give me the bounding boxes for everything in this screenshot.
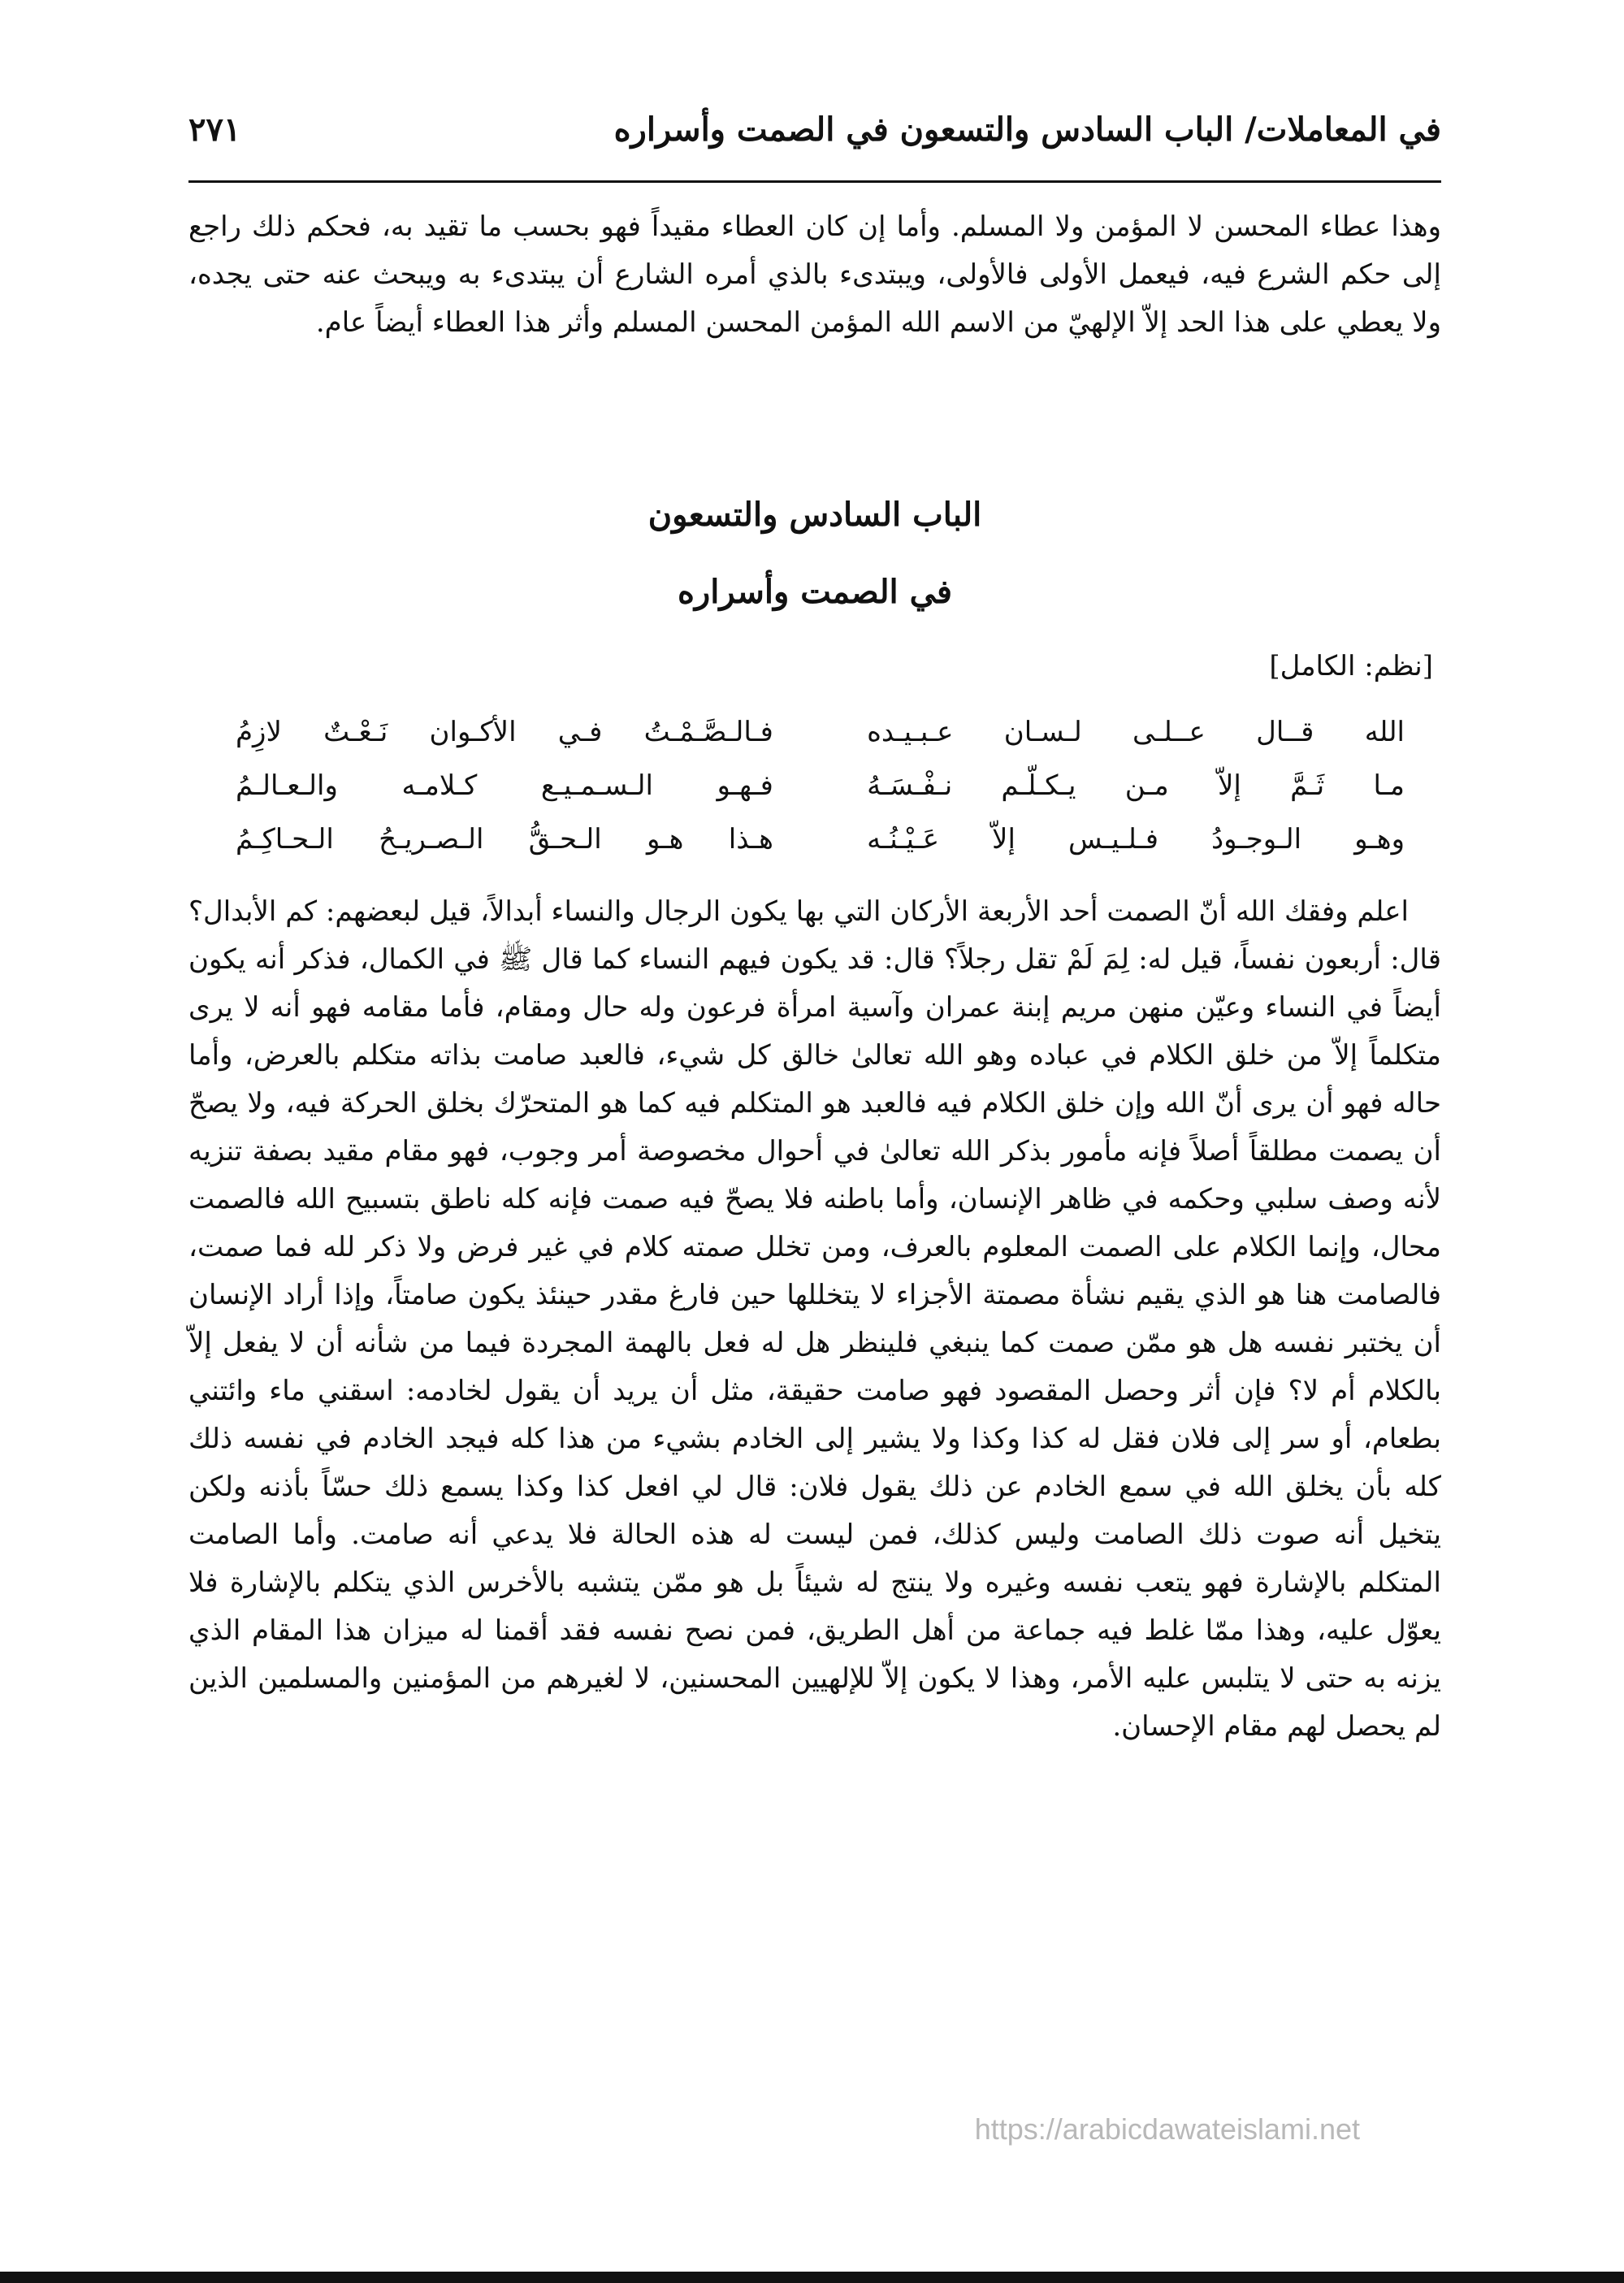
verse-first-hemistich: وهـو الـوجـودُ فـلـيـس إلاّ عَـيْـنُـه [867,823,1405,856]
main-paragraph-block [188,888,1441,1751]
bottom-edge-bar [0,2272,1624,2283]
verse-second-hemistich: فـالـصَّـمْـتُ فـي الأكـوان نَـعْـتٌ لازِمُ [236,716,773,748]
running-header [188,106,1441,171]
header-rule [188,180,1441,183]
verse-first-hemistich: مـا ثَـمَّ إلاّ مـن يـكـلّـم نـفْـسَـهُ [867,769,1405,802]
chapter-title: الباب السادس والتسعون [647,496,982,534]
chapter-subtitle: في الصمت وأسراره [677,573,953,611]
intro-paragraph: وهذا عطاء المحسن لا المؤمن ولا المسلم. وأما إن كان العطاء مقيداً فهو بحسب ما تقيد به، فحكم ذلك راجع إلى حكم الشرع فيه، فيعمل الأولى فالأولى، ويبتدىء بالذي أمره الشارع أن يبتدىء به ويبحث عنه حتى يجده، ولا يعطي على هذا الحد إلاّ الإلهيّ من الاسم الله المؤمن المحسن المسلم وأثر هذا العطاء أيضاً عام. [188,210,1441,339]
verse-first-hemistich: الله قــال عــلـى لـسـان عـبـيـده [867,716,1405,748]
poem-verse [236,812,1405,866]
intro-paragraph-block [188,203,1441,347]
poem-meter-label: [نظم: الكامل] [1269,650,1433,682]
poem [236,705,1405,866]
watermark-url: https://arabicdawateislami.net [974,2112,1360,2146]
verse-second-hemistich: فـهـو الـسـمـيـع كـلامـه والـعـالـمُ [236,769,773,802]
main-paragraph: اعلم وفقك الله أنّ الصمت أحد الأربعة الأركان التي بها يكون الرجال والنساء أبدالاً، قيل لبعضهم: كم الأبدال؟ قال: أربعون نفساً، قيل له: لِمَ لَمْ تقل رجلاً؟ قال: قد يكون فيهم النساء كما قال ﷺ في الكمال، فذكر أنه يكون أيضاً في النساء وعيّن منهن مريم إبنة عمران وآسية امرأة فرعون وله حال ومقام، فأما مقامه فهو أنه لا يرى متكلماً إلاّ من خلق الكلام في عباده وهو الله تعالىٰ خالق كل شيء، فالعبد صامت بذاته متكلم بالعرض، وأما حاله فهو أن يرى أنّ الله وإن خلق الكلام فيه فالعبد هو المتكلم فيه كما هو المتحرّك بخلق الحركة فيه، ولا يصحّ أن يصمت مطلقاً أصلاً فإنه مأمور بذكر الله تعالىٰ في أحوال مخصوصة أمر وجوب، فهو مقام مقيد بصفة تنزيه لأنه وصف سلبي وحكمه في ظاهر الإنسان، وأما باطنه فلا يصحّ فيه صمت فإنه كله ناطق بتسبيح الله فالصمت محال، وإنما الكلام على الصمت المعلوم بالعرف، ومن تخلل صمته كلام في غير فرض ولا ذكر لله فما صمت، فالصامت هنا هو الذي يقيم نشأة مصمتة الأجزاء لا يتخللها حين فارغ مقدر حينئذ يكون صامتاً، وإذا أراد الإنسان أن يختبر نفسه هل هو ممّن صمت كما ينبغي فلينظر هل له فعل بالهمة المجردة فيما من شأنه أن لا يفعل إلاّ بالكلام أم لا؟ فإن أثر وحصل المقصود فهو صامت حقيقة، مثل أن يريد أن يقول لخادمه: اسقني ماء وائتني بطعام، أو سر إلى فلان فقل له كذا وكذا ولا يشير إلى الخادم بشيء من هذا كله فيجد الخادم في نفسه ذلك كله بأن يخلق الله في سمع الخادم عن ذلك يقول فلان: قال لي افعل كذا وكذا يسمع ذلك حسّاً بأذنه ولكن يتخيل أنه صوت ذلك الصامت وليس كذلك، فمن ليست له هذه الحالة فلا يدعي أنه صامت. وأما الصامت المتكلم بالإشارة فهو يتعب نفسه وغيره ولا ينتج له شيئاً بل هو ممّن يتشبه بالأخرس الذي يتكلم بالإشارة فلا يعوّل عليه، وهذا ممّا غلط فيه جماعة من أهل الطريق، فمن نصح نفسه فقد أقمنا له ميزان هذا المقام الذي يزنه به حتى لا يتلبس عليه الأمر، وهذا لا يكون إلاّ للإلهيين المحسنين، لا لغيرهم من المؤمنين والمسلمين الذين لم يحصل لهم مقام الإحسان. [188,895,1442,1743]
running-title: في المعاملات/ الباب السادس والتسعون في الصمت وأسراره [613,110,1441,149]
poem-verse [236,759,1405,812]
page-number: ٢٧١ [188,110,241,149]
poem-verse [236,705,1405,759]
verse-second-hemistich: هـذا هـو الـحـقُّ الـصـريـحُ الـحـاكِـمُ [236,823,773,856]
